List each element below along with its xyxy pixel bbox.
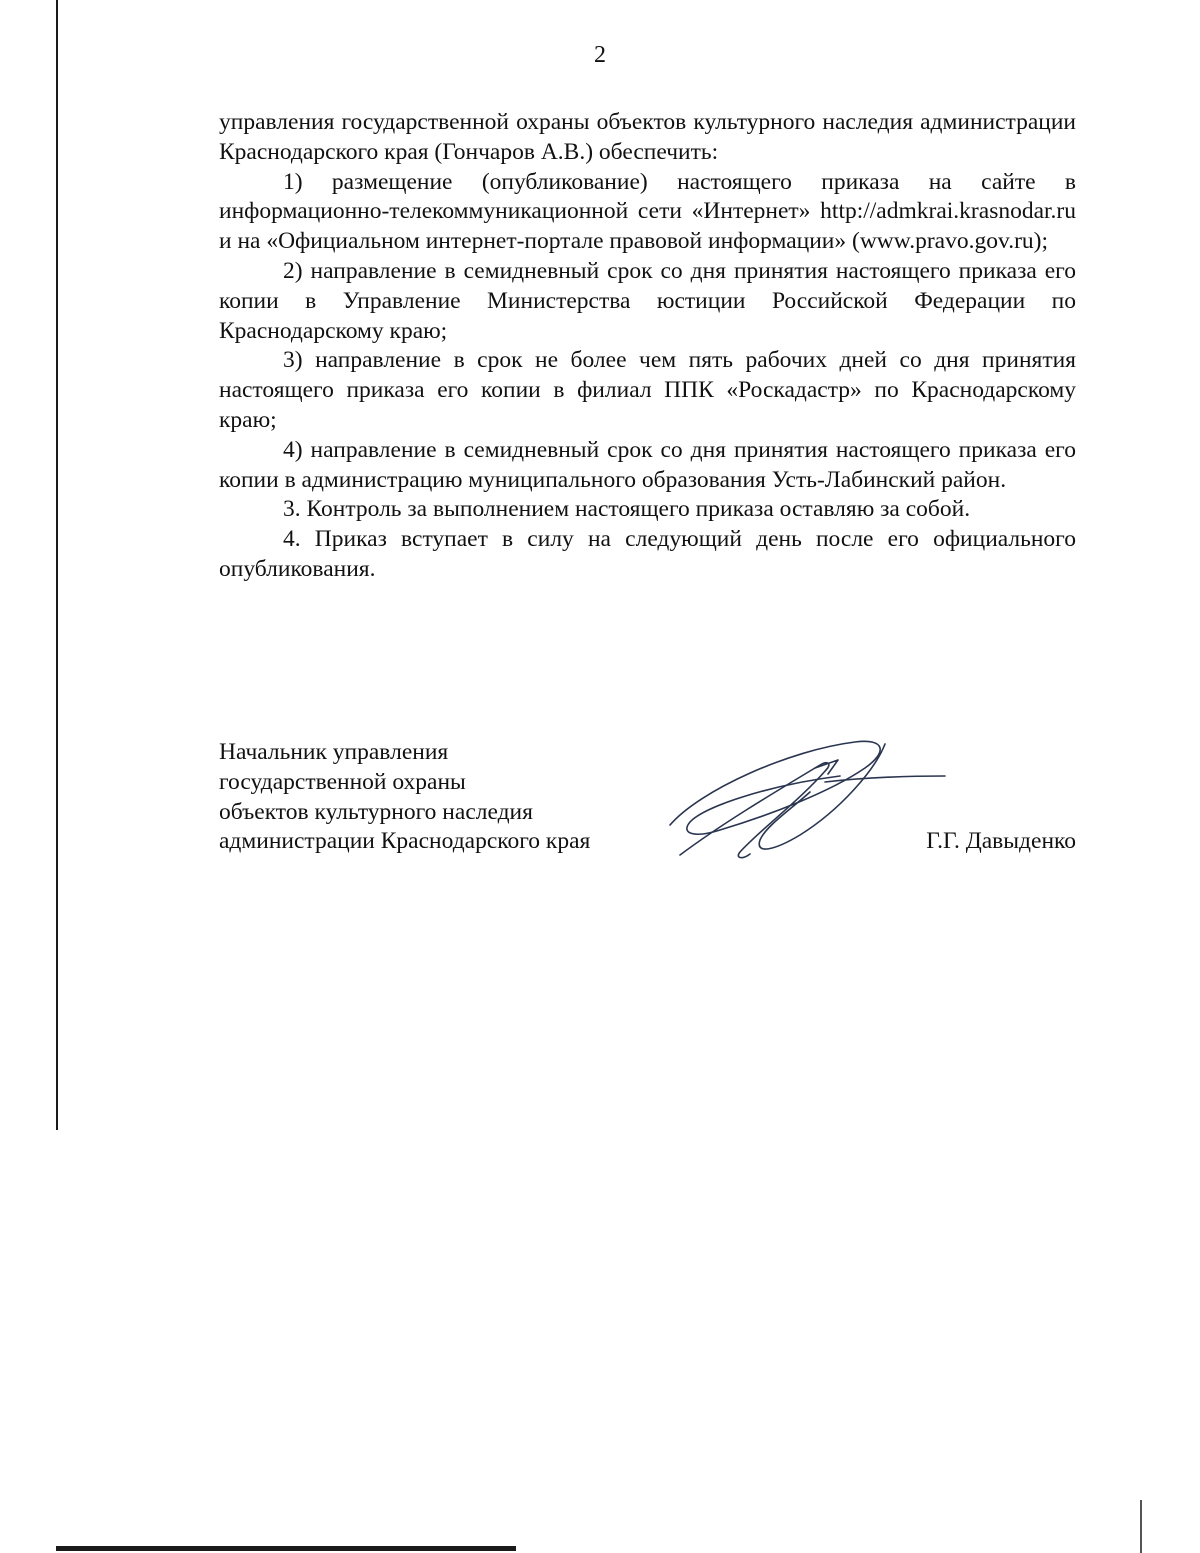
paragraph-item-2: 2) направление в семидневный срок со дня принятия настоящего приказа его копии в Управление Министерства юстиции Российской Федерации по Краснодарскому краю; xyxy=(219,257,1076,344)
position-line: Начальник управления xyxy=(219,739,449,765)
scan-edge-left xyxy=(56,0,58,1130)
paragraph-clause-4: 4. Приказ вступает в силу на следующий день после его официального опубликования. xyxy=(219,526,1076,582)
position-line: объектов культурного наследия xyxy=(219,798,533,825)
paragraph-item-4: 4) направление в семидневный срок со дня принятия настоящего приказа его копии в администрацию муниципального образования Усть-Лабинский район. xyxy=(219,436,1076,493)
document-body xyxy=(219,108,1076,585)
signatory-position xyxy=(219,738,590,857)
scan-edge-right xyxy=(1140,1500,1142,1553)
paragraph-item-1: 1) размещение (опубликование) настоящего приказа на сайте в информационно-телекоммуникационной сети «Интернет» http://admkrai.krasnodar.ru и на «Официальном интернет-портале правовой информации» (www.pravo.gov.ru); xyxy=(219,168,1076,255)
signatory-name: Г.Г. Давыденко xyxy=(926,828,1076,854)
position-line: администрации Краснодарского края xyxy=(219,828,591,855)
paragraph-item-3: 3) направление в срок не более чем пять рабочих дней со дня принятия настоящего приказа его копии в филиал ППК «Роскадастр» по Краснодарскому краю; xyxy=(219,347,1076,433)
page-number: 2 xyxy=(594,42,606,68)
scan-edge-bottom xyxy=(56,1546,516,1551)
paragraph-clause-3: 3. Контроль за выполнением настоящего приказа оставляю за собой. xyxy=(283,496,971,523)
paragraph-continuation: управления государственной охраны объектов культурного наследия администрации Краснодарского края (Гончаров А.В.) обеспечить: xyxy=(219,109,1076,165)
position-line: государственной охраны xyxy=(219,768,466,795)
